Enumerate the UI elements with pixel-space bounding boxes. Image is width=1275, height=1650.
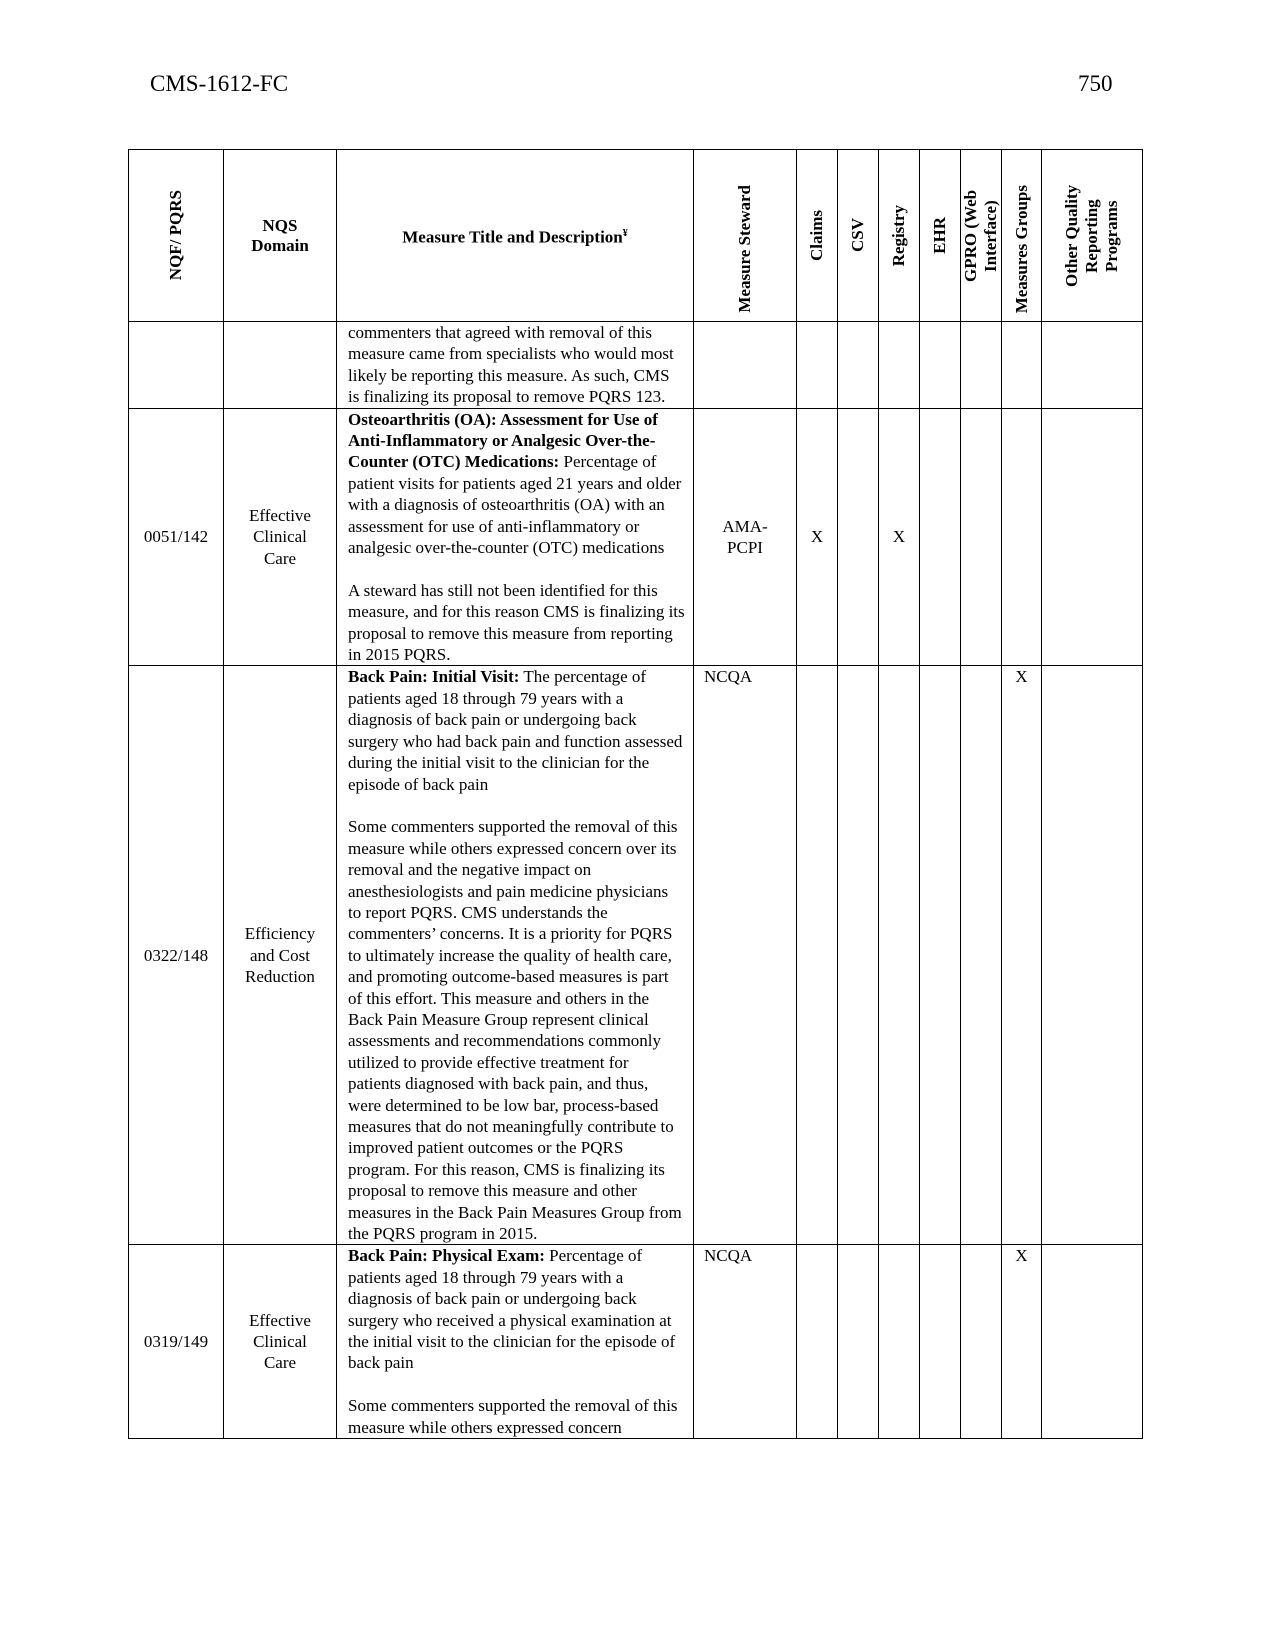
registry-cell xyxy=(879,666,920,1245)
measure-description: commenters that agreed with removal of this measure came from specialists who would most likely be reporting this measure. As such, CMS is finalizing its proposal to remove PQRS 123. xyxy=(348,323,674,407)
header-other-programs: Other Quality Reporting Programs xyxy=(1042,150,1143,322)
other-programs-cell xyxy=(1042,666,1143,1245)
document-id: CMS-1612-FC xyxy=(150,71,289,96)
measure-description: Percentage of patients aged 18 through 79 years with a diagnosis of back pain or undergoing back surgery who received a physical examination at the initial visit to the clinician for the episode of back pain xyxy=(348,1246,676,1373)
other-programs-cell xyxy=(1042,408,1143,666)
measure-description-cell xyxy=(337,666,694,1245)
measures-groups-cell: X xyxy=(1002,666,1042,1245)
gpro-cell xyxy=(961,1245,1002,1439)
claims-cell xyxy=(797,1245,838,1439)
gpro-cell xyxy=(961,322,1002,409)
other-programs-cell xyxy=(1042,1245,1143,1439)
header-registry: Registry xyxy=(879,150,920,322)
page-number: 750 xyxy=(1078,71,1113,96)
csv-cell xyxy=(838,666,879,1245)
table-row xyxy=(129,666,1143,1245)
other-programs-cell xyxy=(1042,322,1143,409)
nqf-pqrs-cell: 0051/142 xyxy=(129,408,224,666)
registry-cell xyxy=(879,322,920,409)
table-row xyxy=(129,1245,1143,1439)
table-row xyxy=(129,408,1143,666)
ehr-cell xyxy=(920,666,961,1245)
header-ehr: EHR xyxy=(920,150,961,322)
header-claims: Claims xyxy=(797,150,838,322)
claims-cell xyxy=(797,322,838,409)
table-row xyxy=(129,322,1143,409)
measure-description: Percentage of patient visits for patients aged 21 years and older with a diagnosis of osteoarthritis (OA) with an assessment for use of anti-inflammatory or analgesic over-the-counter (OTC) medications xyxy=(348,452,682,558)
header-csv: CSV xyxy=(838,150,879,322)
nqf-pqrs-cell: 0319/149 xyxy=(129,1245,224,1439)
nqs-domain-cell: Effective Clinical Care xyxy=(224,1245,337,1439)
nqf-pqrs-cell: 0322/148 xyxy=(129,666,224,1245)
csv-cell xyxy=(838,322,879,409)
header-nqs-domain: NQS Domain xyxy=(224,150,337,322)
measure-title: Osteoarthritis (OA): Assessment for Use of Anti-Inflammatory or Analgesic Over-the-Counter (OTC) Medications: xyxy=(348,409,658,472)
measure-description-cell xyxy=(337,408,694,666)
ehr-cell xyxy=(920,322,961,409)
table-header-row xyxy=(129,150,1143,322)
cms-note: Some commenters supported the removal of this measure while others expressed concern over its removal and the negative impact on anesthesiologists and pain medicine physicians to report PQRS. CMS understands the commenters’ concerns. It is a priority for PQRS to ultimately increase the quality of health care, and promoting outcome-based measures is part of this effort. This measure and others in the Back Pain Measure Group represent clinical assessments and recommendations commonly utilized to provide effective treatment for patients diagnosed with back pain, and thus, were determined to be low bar, process-based measures that do not meaningfully contribute to improved patient outcomes or the PQRS program. For this reason, CMS is finalizing its proposal to remove this measure and other measures in the Back Pain Measures Group from the PQRS program in 2015. xyxy=(348,817,682,1244)
header-gpro: GPRO (Web Interface) xyxy=(961,150,1002,322)
measures-table xyxy=(128,149,1143,1439)
nqs-domain-cell: Effective Clinical Care xyxy=(224,408,337,666)
steward-cell: NCQA xyxy=(694,666,797,1245)
measures-groups-cell xyxy=(1002,322,1042,409)
ehr-cell xyxy=(920,408,961,666)
nqf-pqrs-cell xyxy=(129,322,224,409)
header-nqf-pqrs: NQF/ PQRS xyxy=(129,150,224,322)
steward-cell: AMA-PCPI xyxy=(694,408,797,666)
cms-note: Some commenters supported the removal of this measure while others expressed concern xyxy=(348,1396,678,1437)
steward-cell xyxy=(694,322,797,409)
nqs-domain-cell: Efficiency and Cost Reduction xyxy=(224,666,337,1245)
measure-description: The percentage of patients aged 18 through 79 years with a diagnosis of back pain or undergoing back surgery who had back pain and function assessed during the initial visit to the clinician for the episode of back pain xyxy=(348,667,683,794)
header-measure-title: Measure Title and Description¥ xyxy=(337,150,694,322)
claims-cell: X xyxy=(797,408,838,666)
measure-description-cell xyxy=(337,1245,694,1439)
measure-title: Back Pain: Initial Visit: xyxy=(348,667,520,687)
header-measures-groups: Measures Groups xyxy=(1002,150,1042,322)
registry-cell: X xyxy=(879,408,920,666)
nqs-domain-cell xyxy=(224,322,337,409)
measure-title: Back Pain: Physical Exam: xyxy=(348,1246,545,1266)
header-footnote-mark: ¥ xyxy=(622,227,628,239)
registry-cell xyxy=(879,1245,920,1439)
gpro-cell xyxy=(961,408,1002,666)
ehr-cell xyxy=(920,1245,961,1439)
measures-groups-cell: X xyxy=(1002,1245,1042,1439)
csv-cell xyxy=(838,408,879,666)
csv-cell xyxy=(838,1245,879,1439)
claims-cell xyxy=(797,666,838,1245)
measure-description-cell xyxy=(337,322,694,409)
steward-cell: NCQA xyxy=(694,1245,797,1439)
header-measure-steward: Measure Steward xyxy=(694,150,797,322)
measures-groups-cell xyxy=(1002,408,1042,666)
cms-note: A steward has still not been identified for this measure, and for this reason CMS is finalizing its proposal to remove this measure from reporting in 2015 PQRS. xyxy=(348,580,685,665)
gpro-cell xyxy=(961,666,1002,1245)
